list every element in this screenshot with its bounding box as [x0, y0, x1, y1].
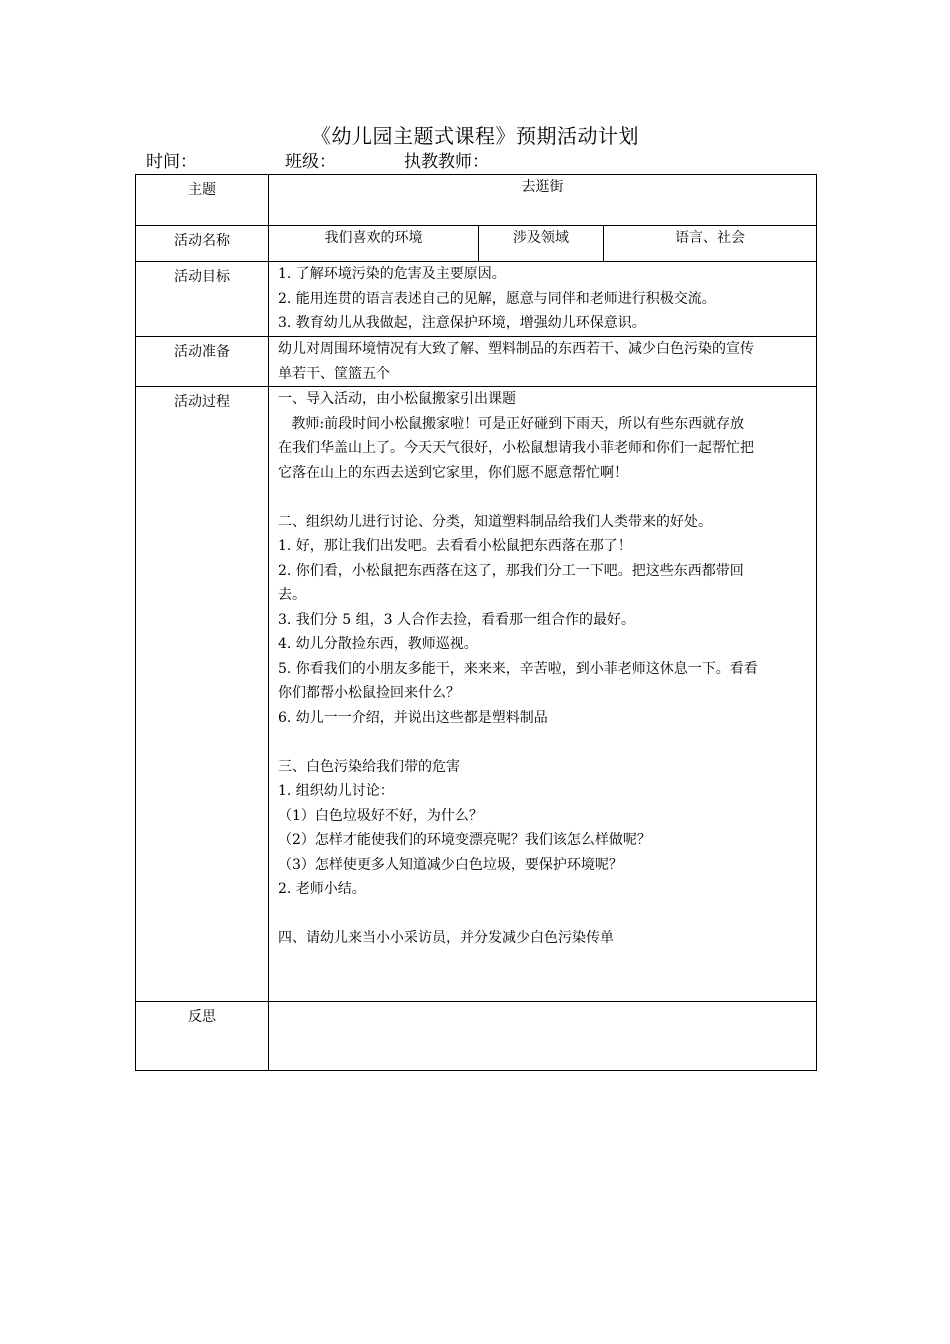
goal-item: 1. 了解环境污染的危害及主要原因。 — [278, 266, 506, 282]
goals-content — [269, 262, 817, 337]
blank-line — [278, 730, 807, 755]
process-line: 你们都帮小松鼠捡回来什么？ — [278, 685, 460, 701]
blank-line — [278, 485, 807, 510]
process-line: 2. 你们看，小松鼠把东西落在这了，那我们分工一下吧。把这些东西都带回 — [278, 562, 744, 579]
process-line: 在我们华盖山上了。今天天气很好，小松鼠想请我小菲老师和你们一起帮忙把 — [278, 440, 754, 456]
reflection-row — [136, 1002, 817, 1071]
preparation-line: 幼儿对周围环境情况有大致了解、塑料制品的东西若干、减少白色污染的宣传 — [278, 341, 754, 357]
teacher-label: 执教教师： — [404, 152, 489, 172]
class-label: 班级： — [285, 152, 336, 172]
preparation-line: 单若干、筐篮五个 — [278, 365, 390, 382]
preparation-row — [136, 337, 817, 387]
process-line: 它落在山上的东西去送到它家里，你们愿不愿意帮忙啊！ — [278, 464, 628, 481]
theme-row — [136, 175, 817, 226]
reflection-content — [269, 1002, 817, 1071]
process-line: 一、导入活动，由小松鼠搬家引出课题 — [278, 391, 516, 407]
process-line: （1）白色垃圾好不好，为什么？ — [278, 807, 483, 824]
domain-value: 语言、社会 — [604, 226, 817, 262]
process-line: 4. 幼儿分散捡东西，教师巡视。 — [278, 636, 478, 652]
activity-name-row — [136, 226, 817, 262]
process-line: 3. 我们分 5 组，3 人合作去捡，看看那一组合作的最好。 — [278, 611, 635, 628]
theme-value: 去逛街 — [269, 175, 817, 226]
process-line: 二、组织幼儿进行讨论、分类，知道塑料制品给我们人类带来的好处。 — [278, 513, 712, 530]
theme-label: 主题 — [136, 175, 269, 226]
process-line: 5. 你看我们的小朋友多能干，来来来，辛苦啦，到小菲老师这休息一下。看看 — [278, 660, 758, 677]
preparation-content — [269, 337, 817, 387]
process-label: 活动过程 — [136, 387, 269, 1002]
process-line: 去。 — [278, 587, 306, 603]
time-label: 时间： — [146, 152, 197, 172]
process-line: 1. 好，那让我们出发吧。去看看小松鼠把东西落在那了！ — [278, 538, 632, 554]
page-title: 《幼儿园主题式课程》预期活动计划 — [311, 124, 639, 148]
process-line: 四、请幼儿来当小小采访员，并分发减少白色污染传单 — [278, 930, 614, 946]
activity-plan-table — [135, 174, 817, 1071]
goal-item: 3. 教育幼儿从我做起，注意保护环境，增强幼儿环保意识。 — [278, 315, 646, 331]
process-row — [136, 387, 817, 1002]
goals-row — [136, 262, 817, 337]
process-line: 2. 老师小结。 — [278, 881, 366, 897]
goals-label: 活动目标 — [136, 262, 269, 337]
activity-name-label: 活动名称 — [136, 226, 269, 262]
blank-line — [278, 902, 807, 927]
preparation-label: 活动准备 — [136, 337, 269, 387]
process-line: 教师:前段时间小松鼠搬家啦！可是正好碰到下雨天，所以有些东西就存放 — [278, 415, 745, 432]
goal-item: 2. 能用连贯的语言表述自己的见解，愿意与同伴和老师进行积极交流。 — [278, 290, 716, 307]
process-line: 1. 组织幼儿讨论： — [278, 783, 394, 799]
process-line: 6. 幼儿一一介绍，并说出这些都是塑料制品 — [278, 709, 548, 726]
domain-label: 涉及领域 — [479, 226, 604, 262]
process-content — [269, 387, 817, 1002]
process-line: （2）怎样才能使我们的环境变漂亮呢？我们该怎么样做呢？ — [278, 832, 651, 848]
reflection-label: 反思 — [136, 1002, 269, 1071]
process-line: （3）怎样使更多人知道减少白色垃圾，要保护环境呢？ — [278, 856, 623, 873]
process-line: 三、白色污染给我们带的危害 — [278, 758, 460, 775]
activity-name-value: 我们喜欢的环境 — [269, 226, 479, 262]
